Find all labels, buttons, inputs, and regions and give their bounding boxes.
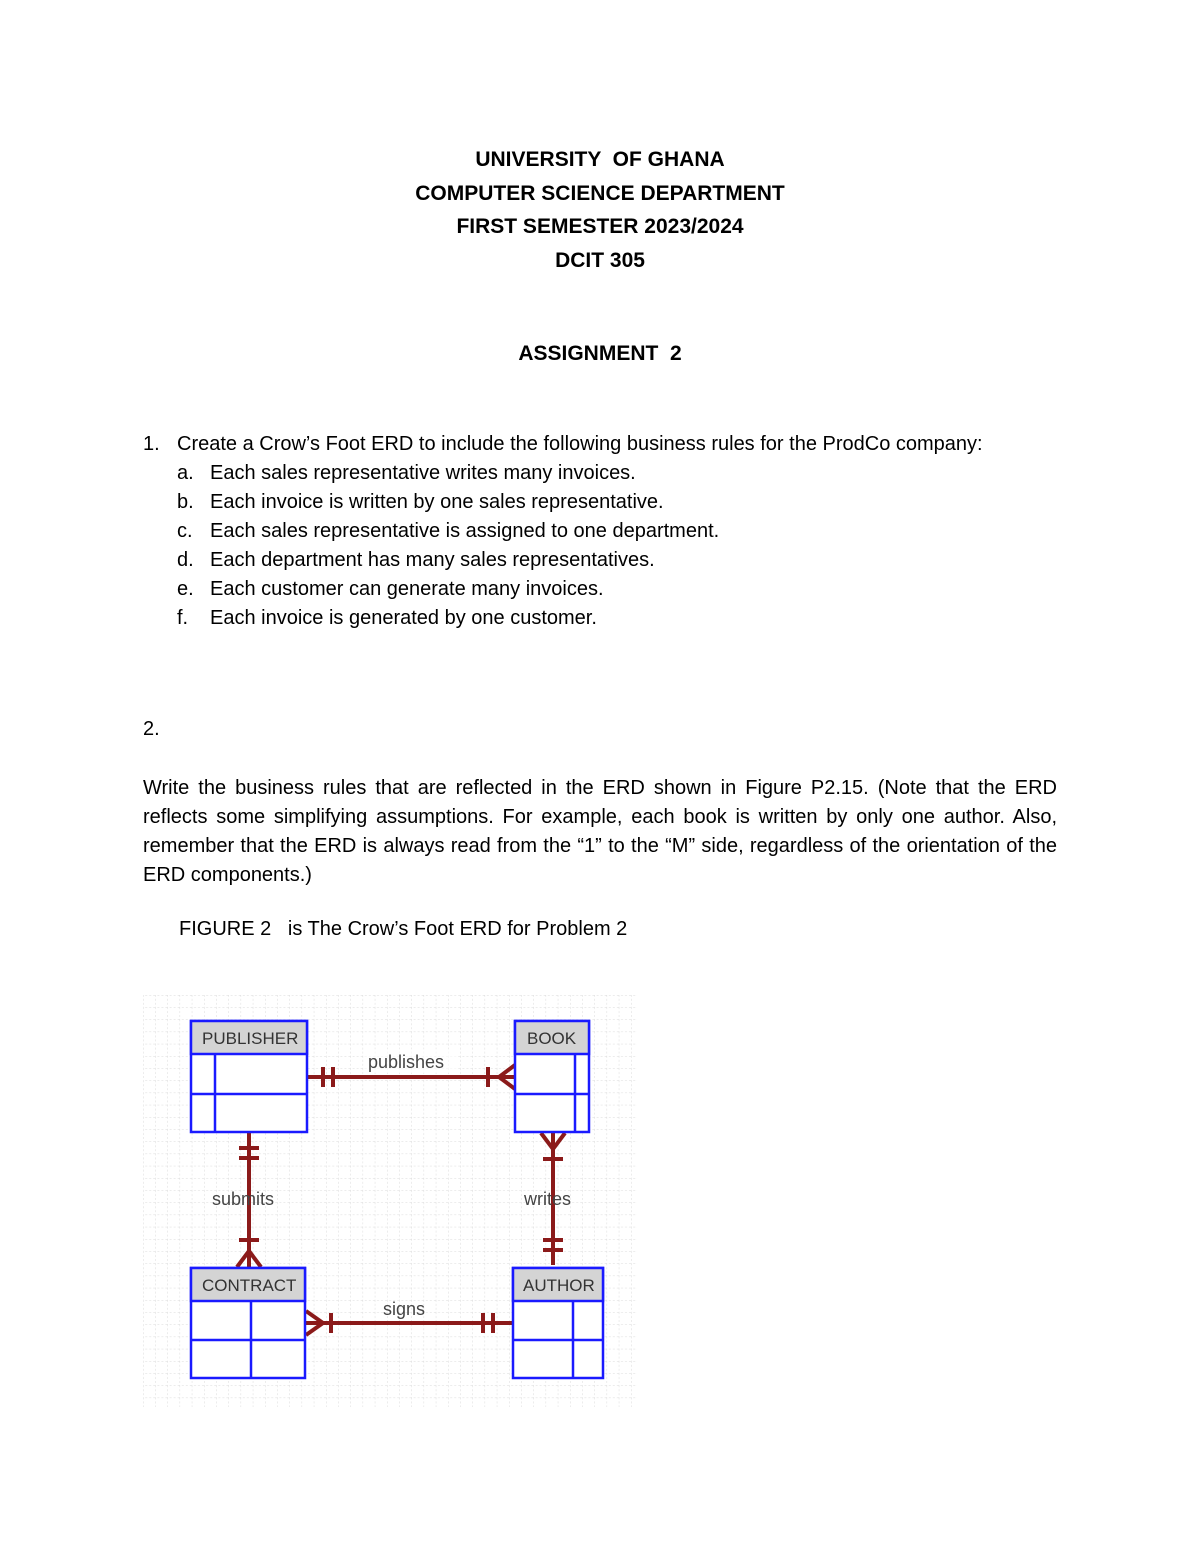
rule-letter: c. — [177, 520, 193, 542]
business-rules-list — [143, 459, 983, 633]
list-item — [143, 604, 983, 633]
submits-label: submits — [212, 1189, 275, 1209]
rule-letter: f. — [177, 607, 189, 629]
rule-text: Each invoice is written by one sales representative. — [210, 491, 664, 513]
list-item — [143, 575, 983, 604]
entity-publisher — [191, 1021, 307, 1132]
rule-text: Each invoice is generated by one customer. — [210, 607, 597, 629]
rule-text: Each sales representative is assigned to one department. — [210, 520, 720, 542]
question-2-text: Write the business rules that are reflected in the ERD shown in Figure P2.15. (Note that the ERD reflects some simplifying assumptions. For example, each book is written by only one author. Also, remember that the ERD is always read from the “1” to the “M” side, regardless of the orientation of the ERD components.) — [143, 777, 1057, 886]
author-title: AUTHOR — [523, 1276, 595, 1295]
question-1-lead — [143, 430, 983, 459]
course-code: DCIT 305 — [555, 248, 645, 272]
entity-author — [513, 1268, 603, 1378]
writes-label: writes — [524, 1189, 572, 1209]
publisher-title: PUBLISHER — [202, 1029, 299, 1048]
list-item — [143, 488, 983, 517]
entity-contract — [191, 1268, 305, 1378]
rule-text: Each sales representative writes many invoices. — [210, 462, 636, 484]
contract-title: CONTRACT — [202, 1276, 297, 1295]
erd-figure — [143, 995, 637, 1407]
rule-text: Each department has many sales representatives. — [210, 549, 655, 571]
rule-letter: d. — [177, 549, 194, 571]
rule-letter: e. — [177, 578, 194, 600]
rule-letter: b. — [177, 491, 194, 513]
entity-book — [515, 1021, 589, 1132]
rule-letter: a. — [177, 462, 194, 484]
question-1-number: 1. — [143, 433, 160, 455]
assignment-title: ASSIGNMENT 2 — [518, 342, 682, 365]
signs-label: signs — [383, 1299, 426, 1319]
document-header — [0, 143, 1200, 277]
rule-text: Each customer can generate many invoices. — [210, 578, 604, 600]
question-1-prompt: Create a Crow’s Foot ERD to include the following business rules for the ProdCo company: — [177, 433, 983, 455]
university-name: UNIVERSITY OF GHANA — [475, 148, 725, 171]
question-1 — [143, 430, 983, 633]
publishes-label: publishes — [368, 1052, 445, 1072]
book-title: BOOK — [527, 1029, 577, 1048]
list-item — [143, 517, 983, 546]
figure-caption: FIGURE 2 is The Crow’s Foot ERD for Problem 2 — [179, 918, 628, 940]
list-item — [143, 546, 983, 575]
question-2-number: 2. — [143, 718, 160, 740]
department-name: COMPUTER SCIENCE DEPARTMENT — [415, 181, 785, 205]
semester-label: FIRST SEMESTER 2023/2024 — [456, 215, 744, 238]
erd-diagram — [143, 995, 637, 1407]
list-item — [143, 459, 983, 488]
